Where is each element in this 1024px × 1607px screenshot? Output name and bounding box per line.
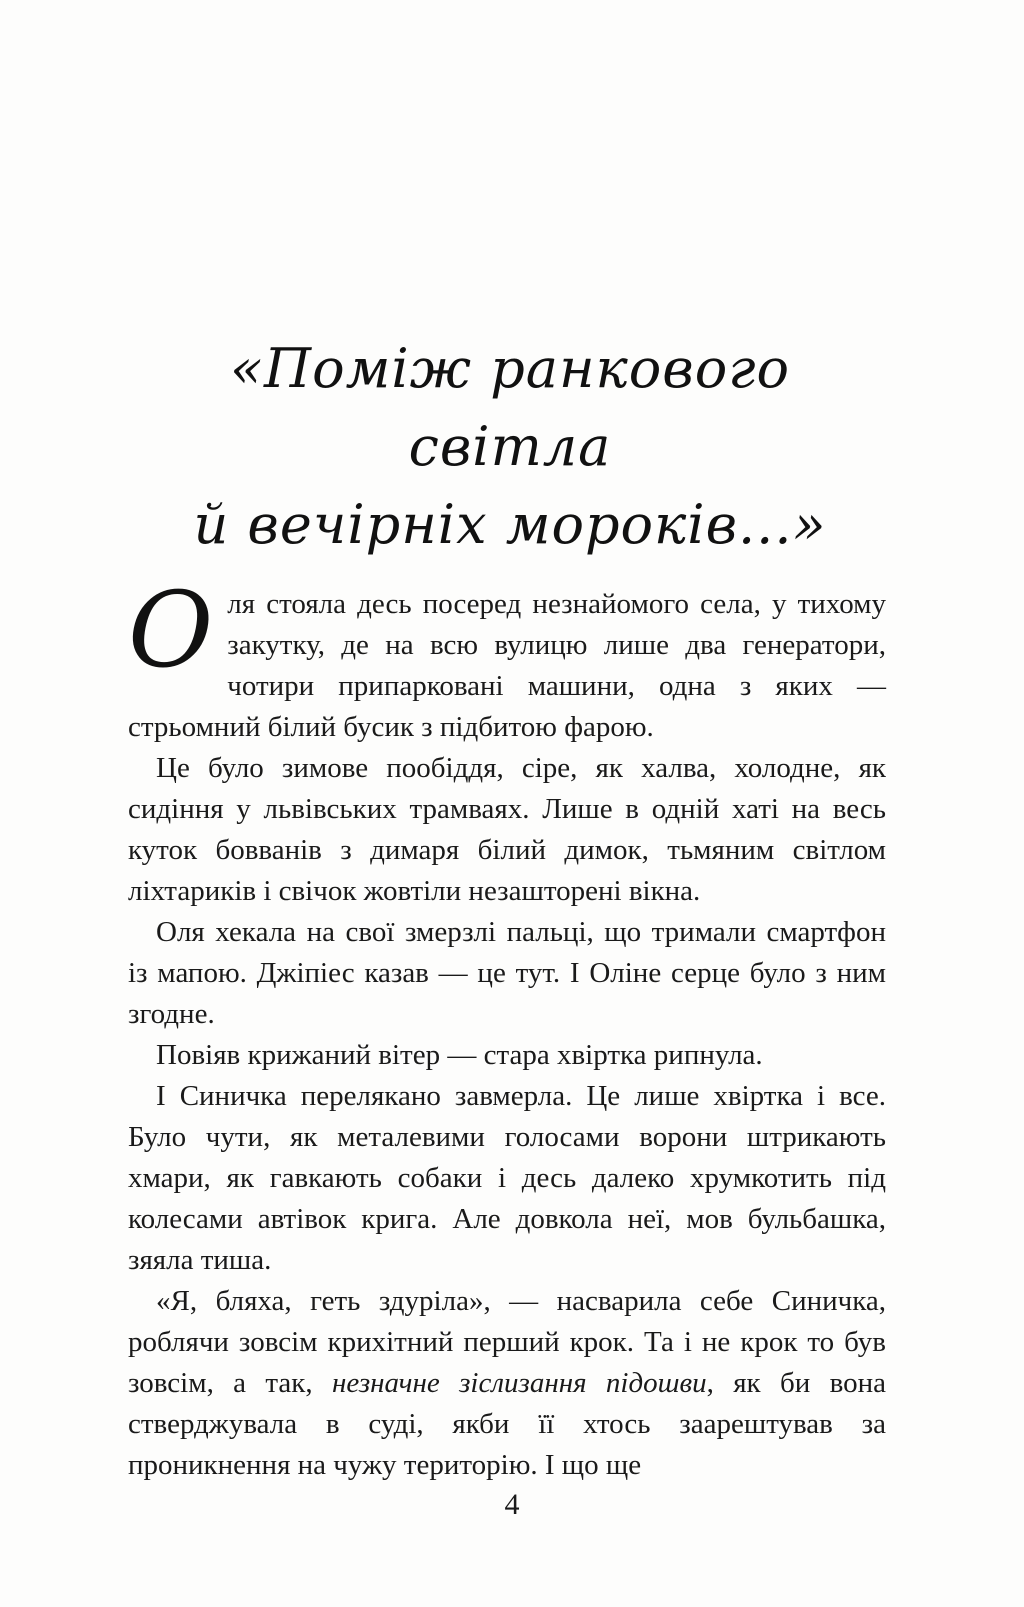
paragraph-1 [128,569,886,748]
page-number: 4 [504,1488,520,1521]
paragraph-5: І Синичка перелякано завмерла. Це лише хвіртка і все. Було чути, як металевими голосами ворони штрикають хмари, як гавкають собаки і десь далеко хрумкотить під колесами автівок крига. Але довкола неї, мов бульбашка, зяяла тиша. [128,1080,886,1276]
paragraph-6-text-end: , як би вона стверджувала в суді, якби її хтось заарештував за проникнення на чужу територію. І що ще [128,1367,886,1481]
paragraph-6-italic: незначне зіслизання підошви [331,1367,707,1399]
paragraph-6-text-start: «Я, бляха, геть здуріла», — насварила себе Синичка, роблячи зовсім крихітний перший крок. Та і не крок то був зовсім, а так, [128,1285,886,1399]
paragraph-4: Повіяв крижаний вітер — стара хвіртка рипнула. [156,1039,763,1071]
drop-cap: О [128,569,214,691]
paragraph-6 [128,1281,886,1486]
paragraph-1-text: ля стояла десь посеред незнайомого села, у тихому закутку, де на всю вулицю лише два генератори, чотири припарковані машини, одна з яких — стрьомний білий бусик з підбитою фарою. [128,588,886,743]
paragraph-2: Це було зимове пообіддя, сіре, як халва, холодне, як сидіння у львівських трамваях. Лише в одній хаті на весь куток бовванів з димаря білий димок, тьмяним світлом ліхтариків і свічок жовтіли незашторені вікна. [128,752,886,907]
paragraph-3: Оля хекала на свої змерзлі пальці, що тримали смартфон із мапою. Джіпіес казав — це тут. І Оліне серце було з ним згодне. [128,916,886,1030]
chapter-title-line-2: й вечірніх мороків...» [193,493,827,556]
chapter-body [128,569,886,1486]
chapter-title [120,330,900,564]
chapter-title-line-1: «Поміж ранкового світла [229,337,791,478]
